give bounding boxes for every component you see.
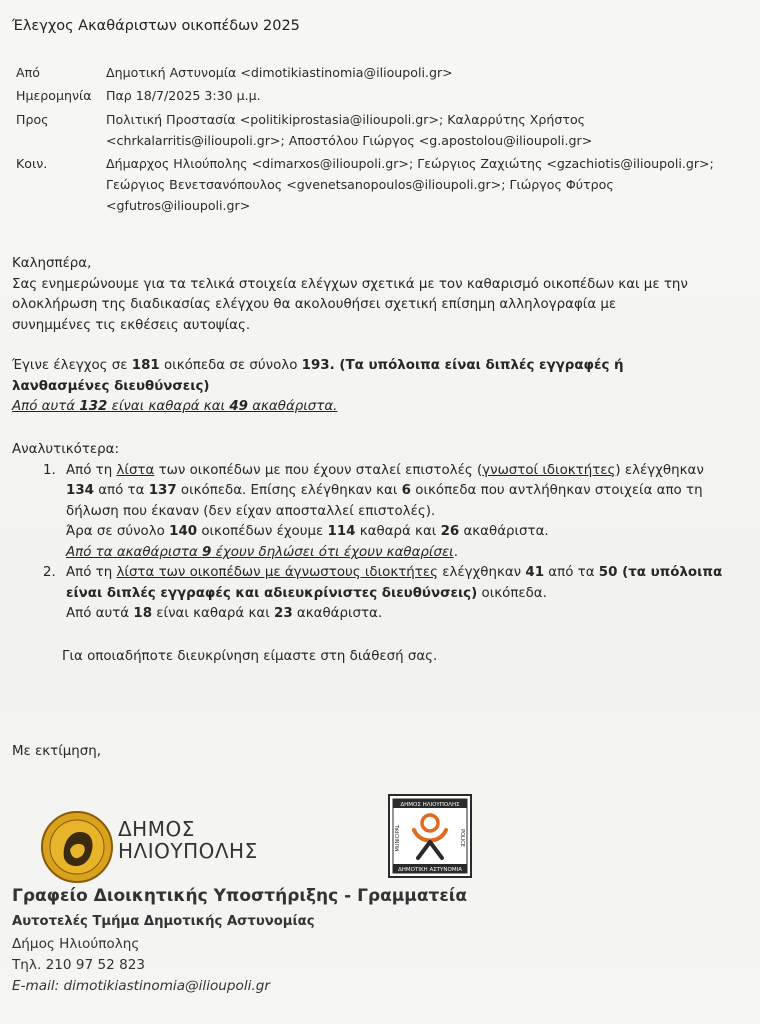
item-text: .: [453, 544, 458, 560]
closing-note: Για οποιαδήποτε διευκρίνηση είμαστε στη διάθεσή σας.: [62, 648, 438, 664]
item-text: ακαθάριστα.: [459, 524, 549, 539]
seal-top-text: ΔΗΜΟΣ ΗΛΙΟΥΠΟΛΗΣ: [400, 802, 460, 808]
summary-line-2: λανθασμένες διευθύνσεις): [12, 378, 210, 394]
item-number: 50: [598, 565, 618, 580]
item-number: 137: [148, 483, 177, 498]
summary-note: . (Τα υπόλοιπα είναι διπλές εγγραφές ή: [329, 358, 624, 373]
item-note: (τα υπόλοιπα: [617, 565, 723, 580]
email-subject: Έλεγχος Ακαθάριστων οικοπέδων 2025: [12, 18, 300, 34]
cc-label: Κοιν.: [16, 156, 48, 171]
item-text: Από τη: [66, 565, 117, 580]
summary-text: ακαθάριστα.: [247, 399, 338, 414]
details-item-1: [60, 461, 760, 564]
summary-text: οικόπεδα σε σύνολο: [159, 358, 302, 373]
to-value: [106, 109, 756, 151]
seal-bottom-text: ΔΗΜΟΤΙΚΗ ΑΣΤΥΝΟΜΙΑ: [398, 867, 462, 873]
summary-clean-count: 132: [79, 399, 108, 414]
from-label: Από: [16, 65, 40, 80]
municipality-seal-icon: [40, 810, 114, 884]
to-label: Προς: [16, 112, 49, 127]
details-list: [12, 461, 760, 625]
item-text: Από τα ακαθάριστα: [66, 544, 203, 560]
item-text: Άρα σε σύνολο: [66, 524, 170, 539]
summary-text: Έγινε έλεγχος σε: [12, 358, 132, 373]
item-text: δήλωση που έκαναν (δεν είχαν αποσταλλεί επιστολές).: [66, 503, 436, 519]
municipality-logo-line-2: ΗΛΙΟΥΠΟΛΗΣ: [118, 839, 258, 863]
signature-municipality: Δήμος Ηλιούπολης: [12, 936, 140, 952]
greeting: Καλησπέρα,: [12, 256, 92, 271]
item-text: είναι καθαρά και: [152, 606, 274, 621]
declared-cleaned-note: [66, 545, 454, 560]
item-text: ελέγχθηκαν: [437, 565, 526, 580]
summary-line-1: [12, 356, 624, 377]
item-text: οικόπεδα που αντλήθηκαν στοιχεία απο τη: [411, 483, 703, 498]
item-text: ακαθάριστα.: [292, 606, 383, 621]
municipality-logo-text: [118, 818, 258, 862]
greeting-block: [12, 254, 688, 336]
date-value: Παρ 18/7/2025 3:30 μ.μ.: [106, 88, 261, 103]
summary-total-count: 193: [301, 358, 330, 373]
item-text: από τα: [544, 565, 599, 580]
summary-line-3: [12, 397, 624, 418]
cc-value: [106, 153, 756, 216]
list-link[interactable]: λίστα: [116, 462, 155, 478]
item-number: 9: [202, 544, 212, 560]
cc-line-2: Γεώργιος Βενετσανόπουλος <gvenetsanopoulos@ilioupoli.gr>; Γιώργος Φύτρος: [106, 177, 614, 192]
seal-left-text: MUNICIPAL: [395, 824, 401, 852]
item-number: 41: [525, 565, 545, 580]
item-text: Από τη: [66, 462, 117, 478]
item-number: 6: [401, 483, 411, 498]
item-note: είναι διπλές εγγραφές και αδιευκρίνιστες διευθύνσεις): [66, 585, 478, 601]
item-text: από τα: [93, 483, 149, 498]
item-text: οικόπεδα. Επίσης ελέγθηκαν και: [176, 483, 402, 498]
from-value: Δημοτική Αστυνομία <dimotikiastinomia@ilioupoli.gr>: [106, 65, 453, 80]
item-text: οικοπέδων έχουμε: [197, 524, 328, 539]
summary-block: [12, 356, 624, 418]
item-text: των οικοπέδων με που έχουν σταλεί επιστολές (: [154, 462, 483, 478]
municipal-police-seal-icon: [388, 794, 472, 878]
summary-text: είναι καθαρά και: [107, 399, 230, 414]
item-text: έχουν δηλώσει ότι έχουν καθαρίσει: [211, 544, 454, 560]
intro-line-3: συνημμένες τις εκθέσεις αυτοψίας.: [12, 317, 251, 333]
unknown-owners-link[interactable]: λίστα των οικοπέδων με άγνωστους ιδιοκτήτες: [116, 565, 438, 580]
intro-line-1: Σας ενημερώνουμε για τα τελικά στοιχεία ελέγχων σχετικά με τον καθαρισμό οικοπέδων και με την: [12, 276, 688, 292]
item-number: 140: [169, 524, 198, 539]
regards: Με εκτίμηση,: [12, 744, 102, 759]
signature-email: E-mail: dimotikiastinomia@ilioupoli.gr: [12, 978, 270, 994]
item-number: 23: [274, 606, 293, 621]
signature-phone: Τηλ. 210 97 52 823: [12, 957, 146, 973]
to-line-2: <chrkalarritis@ilioupoli.gr>; Αποστόλου Γιώργος <g.apostolou@ilioupoli.gr>: [106, 133, 593, 148]
seal-right-text: POLICE: [459, 829, 465, 847]
signature-office: Γραφείο Διοικητικής Υποστήριξης - Γραμματεία: [12, 886, 468, 906]
details-block: [12, 440, 760, 667]
summary-unclean-count: 49: [229, 399, 248, 414]
intro-line-2: ολοκλήρωση της διαδικασίας ελέγχου θα ακολουθήσει σχετική επίσημη αλληλογραφία με: [12, 297, 617, 312]
cc-line-3: <gfutros@ilioupoli.gr>: [106, 198, 251, 213]
details-item-2: [60, 563, 760, 625]
details-heading: Αναλυτικότερα:: [12, 442, 119, 457]
summary-checked-count: 181: [131, 358, 160, 373]
item-text: ) ελέγχθηκαν: [615, 462, 704, 478]
date-label: Ημερομηνία: [16, 88, 92, 103]
item-number: 26: [440, 524, 460, 539]
to-line-1: Πολιτική Προστασία <politikiprostasia@ilioupoli.gr>; Καλαρρύτης Χρήστος: [106, 112, 586, 127]
item-text: οικόπεδα.: [477, 585, 547, 601]
item-text: Από αυτά: [66, 606, 134, 621]
item-number: 114: [327, 524, 356, 539]
item-text: καθαρά και: [355, 524, 441, 539]
summary-text: Από αυτά: [12, 399, 80, 414]
item-number: 18: [133, 606, 153, 621]
signature-department: Αυτοτελές Τμήμα Δημοτικής Αστυνομίας: [12, 914, 315, 929]
municipality-logo-line-1: ΔΗΜΟΣ: [118, 817, 195, 841]
cc-line-1: Δήμαρχος Ηλιούπολης <dimarxos@ilioupoli.gr>; Γεώργιος Ζαχιώτης <gzachiotis@ilioupoli.gr>;: [106, 156, 714, 171]
item-number: 134: [66, 483, 94, 498]
known-owners-link[interactable]: γνωστοί ιδιοκτήτες: [482, 462, 616, 478]
